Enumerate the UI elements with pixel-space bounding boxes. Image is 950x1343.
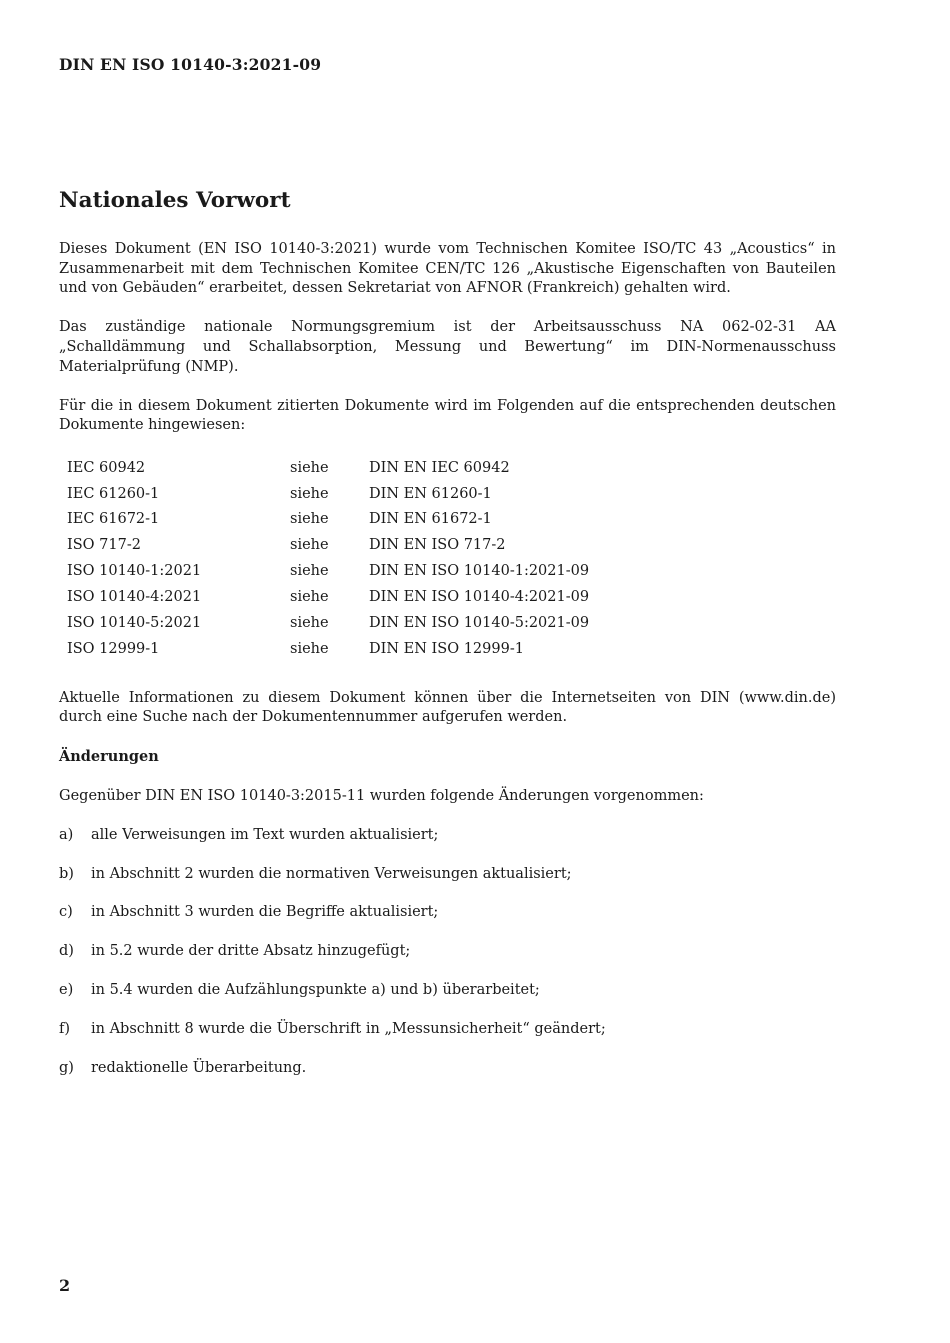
list-item-label: b) <box>59 865 74 882</box>
reference-target: DIN EN ISO 10140-1:2021-09 <box>369 563 590 580</box>
reference-target: DIN EN IEC 60942 <box>369 459 510 476</box>
page-number: 2 <box>59 1276 71 1295</box>
paragraph-national-body: Das zuständige nationale Normungsgremium ist der Arbeitsausschuss NA 062-02-31 AA „Schalldämmung und Schallabsorption, Messung und Bewertung“ im DIN-Normenausschuss Materialprüfung (NMP). <box>59 319 836 375</box>
paragraph-committee: Dieses Dokument (EN ISO 10140-3:2021) wurde vom Technischen Komitee ISO/TC 43 „Acoustics“ in Zusammenarbeit mit dem Technischen Komitee CEN/TC 126 „Akustische Eigenschaften von Bauteilen und von Gebäuden“ erarbeitet, dessen Sekretariat von AFNOR (Frankreich) gehalten wird. <box>59 241 836 297</box>
table-row <box>67 637 589 663</box>
list-item-text: alle Verweisungen im Text wurden aktualisiert; <box>91 826 439 843</box>
list-item-label: g) <box>59 1059 74 1076</box>
reference-relation: siehe <box>290 511 329 528</box>
reference-source: ISO 10140-1:2021 <box>67 563 202 580</box>
reference-relation: siehe <box>290 459 329 476</box>
list-item-label: c) <box>59 904 73 921</box>
list-item-text: in Abschnitt 8 wurde die Überschrift in „Messunsicherheit“ geändert; <box>91 1020 606 1037</box>
list-item-text: in 5.4 wurden die Aufzählungspunkte a) und b) überarbeitet; <box>91 981 540 998</box>
references-table <box>67 456 589 663</box>
reference-source: ISO 10140-5:2021 <box>67 615 202 632</box>
changes-intro: Gegenüber DIN EN ISO 10140-3:2015-11 wurden folgende Änderungen vorgenommen: <box>59 787 704 804</box>
list-item <box>59 826 836 846</box>
list-item-text: in Abschnitt 2 wurden die normativen Verweisungen aktualisiert; <box>91 865 572 882</box>
section-title: Nationales Vorwort <box>59 188 291 213</box>
changes-heading: Änderungen <box>59 748 159 766</box>
list-item <box>59 1059 836 1079</box>
foreword-body <box>59 240 836 1097</box>
list-item-label: f) <box>59 1020 71 1037</box>
list-item <box>59 981 836 1001</box>
changes-list <box>59 826 836 1078</box>
list-item <box>59 865 836 885</box>
reference-target: DIN EN ISO 717-2 <box>369 537 506 554</box>
reference-source: ISO 12999-1 <box>67 640 160 657</box>
document-id-header: DIN EN ISO 10140-3:2021-09 <box>59 55 322 74</box>
table-row <box>67 456 589 482</box>
reference-source: IEC 61672-1 <box>67 511 160 528</box>
table-row <box>67 559 589 585</box>
reference-source: IEC 61260-1 <box>67 485 160 502</box>
reference-target: DIN EN ISO 10140-5:2021-09 <box>369 615 590 632</box>
table-row <box>67 533 589 559</box>
list-item-text: in 5.2 wurde der dritte Absatz hinzugefügt; <box>91 943 411 960</box>
list-item-label: d) <box>59 943 74 960</box>
table-row <box>67 481 589 507</box>
table-row <box>67 585 589 611</box>
list-item-text: redaktionelle Überarbeitung. <box>91 1059 307 1076</box>
list-item-label: a) <box>59 826 74 843</box>
reference-target: DIN EN ISO 12999-1 <box>369 640 524 657</box>
reference-target: DIN EN 61672-1 <box>369 511 492 528</box>
reference-source: IEC 60942 <box>67 459 146 476</box>
reference-relation: siehe <box>290 615 329 632</box>
reference-source: ISO 10140-4:2021 <box>67 589 202 606</box>
table-row <box>67 611 589 637</box>
paragraph-din-info: Aktuelle Informationen zu diesem Dokument können über die Internetseiten von DIN (www.din.de) durch eine Suche nach der Dokumentennummer aufgerufen werden. <box>59 689 836 726</box>
list-item <box>59 903 836 923</box>
list-item-text: in Abschnitt 3 wurden die Begriffe aktualisiert; <box>91 904 439 921</box>
reference-source: ISO 717-2 <box>67 537 141 554</box>
reference-relation: siehe <box>290 485 329 502</box>
list-item <box>59 942 836 962</box>
reference-relation: siehe <box>290 589 329 606</box>
reference-relation: siehe <box>290 537 329 554</box>
list-item-label: e) <box>59 981 74 998</box>
reference-target: DIN EN 61260-1 <box>369 485 492 502</box>
reference-relation: siehe <box>290 640 329 657</box>
reference-target: DIN EN ISO 10140-4:2021-09 <box>369 589 590 606</box>
list-item <box>59 1020 836 1040</box>
reference-relation: siehe <box>290 563 329 580</box>
table-row <box>67 507 589 533</box>
paragraph-references-intro: Für die in diesem Dokument zitierten Dokumente wird im Folgenden auf die entsprechenden deutschen Dokumente hingewiesen: <box>59 397 836 434</box>
